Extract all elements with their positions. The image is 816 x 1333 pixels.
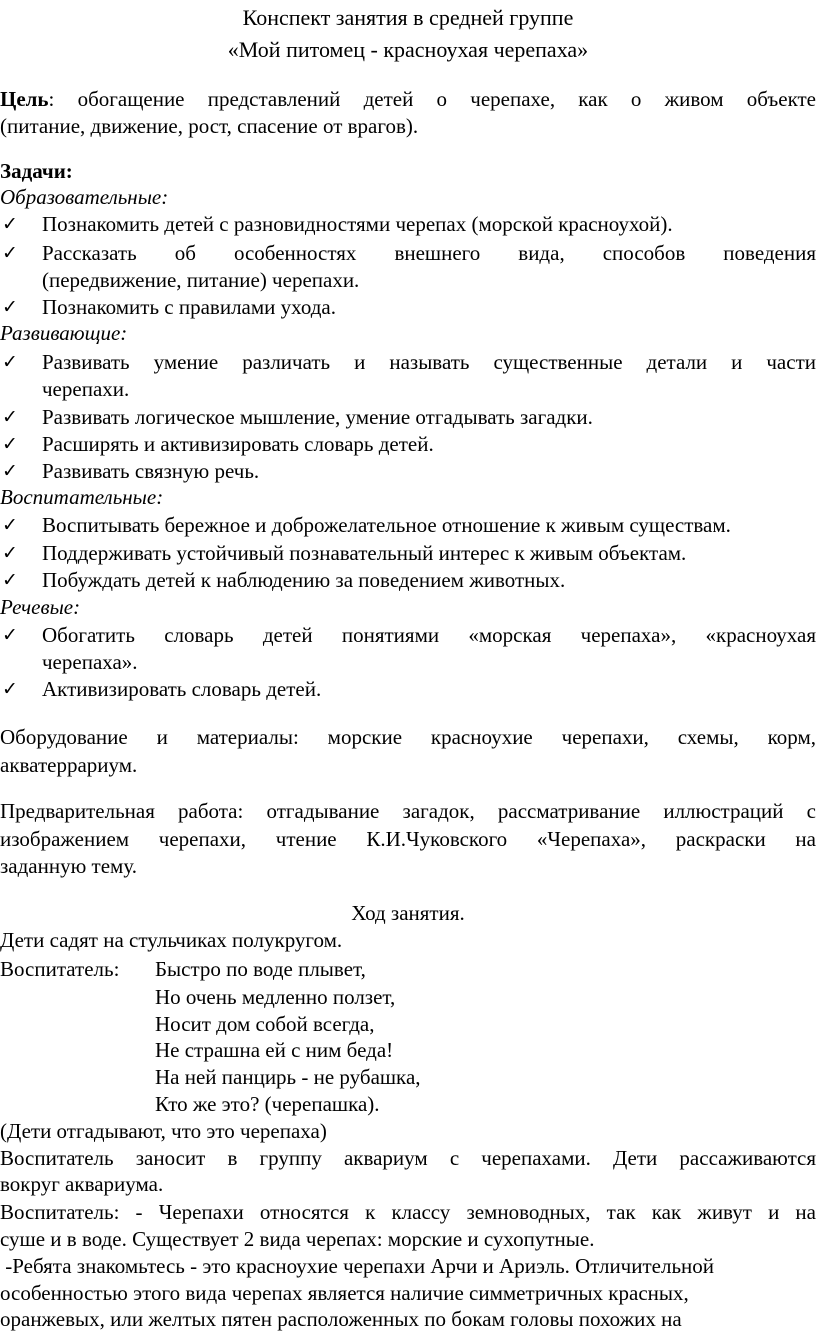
check-icon: ✓ xyxy=(2,514,18,536)
title-line-2: «Мой питомец - красноухая черепаха» xyxy=(227,37,589,62)
check-icon: ✓ xyxy=(2,351,18,373)
upbringing-item-2: Поддерживать устойчивый познавательный интерес к живым объектам. xyxy=(42,541,687,565)
lesson-line: (Дети отгадывают, что это черепаха) xyxy=(0,1119,327,1143)
check-icon: ✓ xyxy=(2,542,18,564)
goal-label: Цель xyxy=(0,87,49,111)
developing-item-2: Развивать логическое мышление, умение отгадывать загадки. xyxy=(42,405,593,429)
title-line-1: Конспект занятия в средней группе xyxy=(242,5,574,30)
goal-text: : обогащение представлений детей о черепахе, как о живом объекте xyxy=(48,87,816,111)
educational-item-2: Рассказать об особенностях внешнего вида, способов поведения xyxy=(42,241,816,265)
check-icon: ✓ xyxy=(2,296,18,318)
lesson-line: вокруг аквариума. xyxy=(0,1172,164,1196)
speech-item-2: Активизировать словарь детей. xyxy=(42,677,322,701)
developing-label: Развивающие: xyxy=(0,321,128,345)
riddle-line-5: На ней панцирь - не рубашка, xyxy=(155,1065,421,1089)
goal-line-1 xyxy=(0,86,816,112)
upbringing-item-3: Побуждать детей к наблюдению за поведением животных. xyxy=(42,568,566,592)
riddle-line-1: Быстро по воде плывет, xyxy=(155,957,366,981)
check-icon: ✓ xyxy=(2,242,18,264)
equipment-line-1: Оборудование и материалы: морские красноухие черепахи, схемы, корм, xyxy=(0,725,816,749)
lesson-line: -Ребята знакомьтесь - это красноухие черепахи Арчи и Ариэль. Отличительной xyxy=(0,1254,715,1278)
check-icon: ✓ xyxy=(2,213,18,235)
developing-item-1: Развивать умение различать и называть существенные детали и части xyxy=(42,350,816,374)
riddle-line-6: Кто же это? (черепашка). xyxy=(155,1092,380,1116)
educational-item-1: Познакомить детей с разновидностями черепах (морской красноухой). xyxy=(42,212,673,236)
educational-item-3: Познакомить с правилами ухода. xyxy=(42,295,336,319)
riddle-line-2: Но очень медленно ползет, xyxy=(155,985,396,1009)
lesson-line: оранжевых, или желтых пятен расположенных по бокам головы похожих на xyxy=(0,1307,682,1331)
lesson-heading: Ход занятия. xyxy=(351,901,465,925)
educational-label: Образовательные: xyxy=(0,185,169,209)
lesson-line: суше и в воде. Существует 2 вида черепах: морские и сухопутные. xyxy=(0,1227,595,1251)
check-icon: ✓ xyxy=(2,460,18,482)
check-icon: ✓ xyxy=(2,624,18,646)
developing-item-4: Развивать связную речь. xyxy=(42,459,260,483)
speech-item-1-cont: черепаха». xyxy=(42,650,138,674)
speaker-label: Воспитатель: xyxy=(0,957,120,981)
upbringing-label: Воспитательные: xyxy=(0,485,164,509)
developing-item-1-cont: черепахи. xyxy=(42,377,130,401)
upbringing-item-1: Воспитывать бережное и доброжелательное отношение к живым существам. xyxy=(42,513,731,537)
check-icon: ✓ xyxy=(2,433,18,455)
lesson-line: Дети садят на стульчиках полукругом. xyxy=(0,928,343,952)
check-icon: ✓ xyxy=(2,569,18,591)
educational-item-2-cont: (передвижение, питание) черепахи. xyxy=(42,268,360,292)
preliminary-line-1: Предварительная работа: отгадывание загадок, рассматривание иллюстраций с xyxy=(0,799,816,823)
tasks-heading: Задачи: xyxy=(0,159,73,183)
check-icon: ✓ xyxy=(2,406,18,428)
riddle-line-3: Носит дом собой всегда, xyxy=(155,1012,375,1036)
lesson-line: Воспитатель: - Черепахи относятся к классу земноводных, так как живут и на xyxy=(0,1200,816,1224)
equipment-line-2: акватеррариум. xyxy=(0,753,138,777)
preliminary-line-3: заданную тему. xyxy=(0,854,137,878)
goal-line-2: (питание, движение, рост, спасение от врагов). xyxy=(0,114,419,138)
speech-label: Речевые: xyxy=(0,595,81,619)
preliminary-line-2: изображением черепахи, чтение К.И.Чуковского «Черепаха», раскраски на xyxy=(0,827,816,851)
developing-item-3: Расширять и активизировать словарь детей. xyxy=(42,432,434,456)
check-icon: ✓ xyxy=(2,678,18,700)
riddle-line-4: Не страшна ей с ним беда! xyxy=(155,1038,394,1062)
lesson-line: Воспитатель заносит в группу аквариум с черепахами. Дети рассаживаются xyxy=(0,1146,816,1170)
speech-item-1: Обогатить словарь детей понятиями «морская черепаха», «красноухая xyxy=(42,623,816,647)
lesson-line: особенностью этого вида черепах является наличие симметричных красных, xyxy=(0,1281,689,1305)
